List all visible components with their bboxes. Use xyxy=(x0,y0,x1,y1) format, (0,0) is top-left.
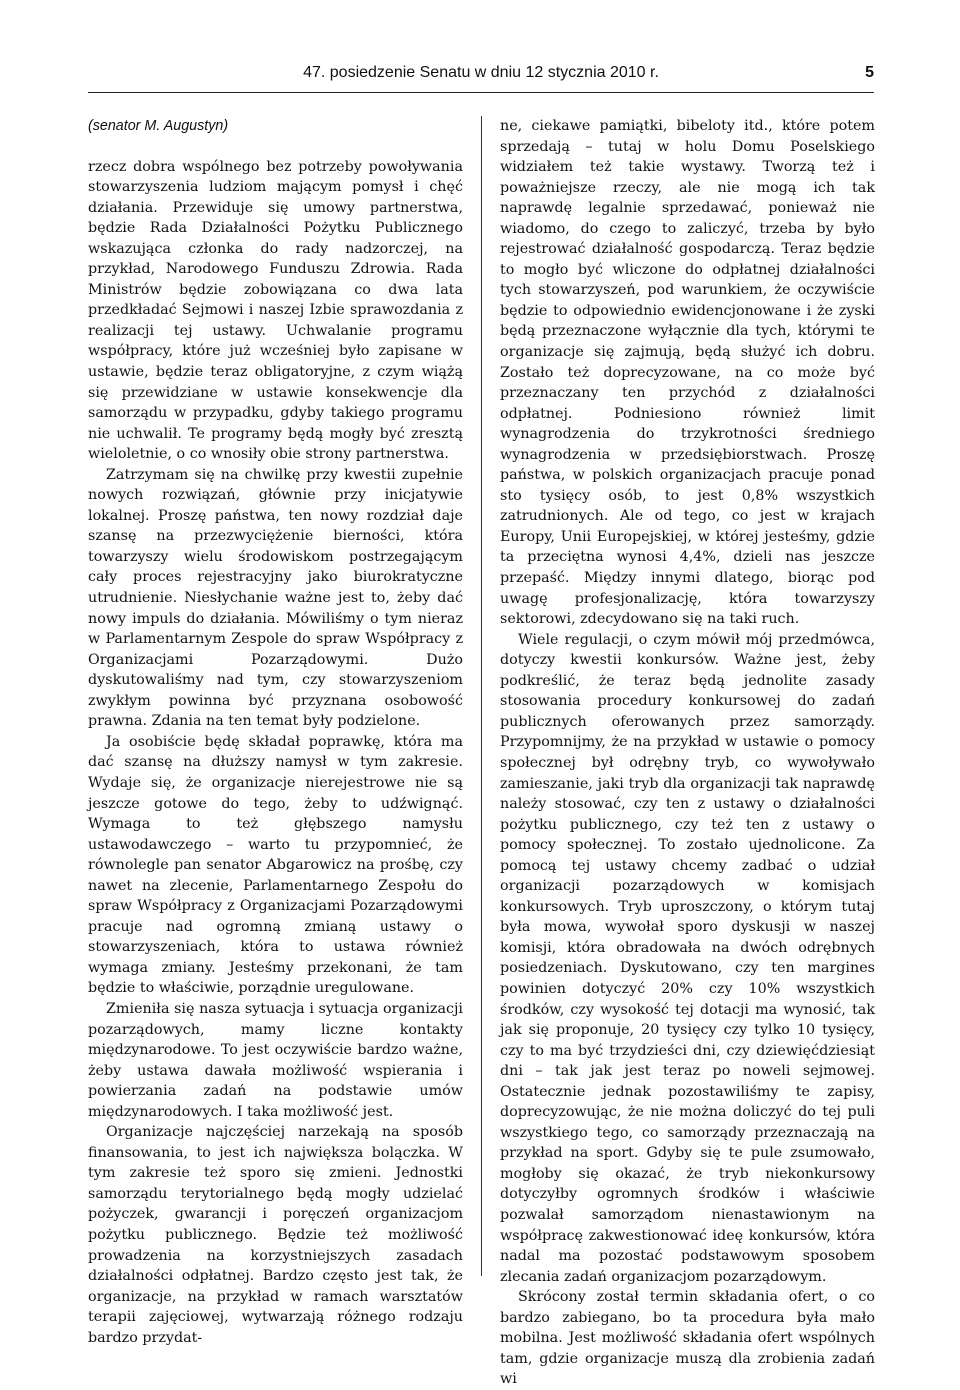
header-title: 47. posiedzenie Senatu w dniu 12 stycznia 2010 r. xyxy=(303,64,659,81)
column-divider xyxy=(481,116,482,1276)
right-column xyxy=(500,116,875,1388)
paragraph: Zatrzymam się na chwilkę przy kwestii zupełnie nowych rozwiązań, głównie przy inicjatywie lokalnej. Proszę państwa, ten nowy rozdział daje szansę na przezwyciężenie bierności, która towarzyszy wielu środowiskom postrzegającym cały proces rejestracyjny jako biurokratyczne utrudnienie. Niesłychanie ważne jest to, żeby dać nowy impuls do działania. Mówiliśmy o tym nieraz w Parlamentarnym Zespole do spraw Współpracy z Organizacjami Pozarządowymi. Dużo dyskutowaliśmy nad tym, czy stowarzyszeniom zwykłym powinna być przyznana osobowość prawna. Zdania na ten temat były podzielone. xyxy=(88,466,463,730)
paragraph: Skrócony został termin składania ofert, o co bardzo zabiegano, bo ta procedura była mało mobilna. Jest możliwość składania ofert wspólnych tam, gdzie organizacje muszą dla zrobienia zadań wi xyxy=(500,1289,875,1388)
speaker-label: (senator M. Augustyn) xyxy=(88,118,229,134)
page-number: 5 xyxy=(865,64,874,81)
page-header xyxy=(88,62,874,93)
paragraph: Organizacje najczęściej narzekają na sposób finansowania, to jest ich największa bolączka. W tym zakresie też sporo się zmieni. Jednostki samorządu terytorialnego będą mogły udzielać pożyczek, gwarancji i poręczeń organizacjom pożytku publicznego. Będzie też możliwość prowadzenia na korzystniejszych zasadach działalności odpłatnej. Bardzo często jest tak, że organizacje, na przykład w ramach warsztatów terapii zajęciowej, wytwarzają różnego rodzaju bardzo przydat- xyxy=(88,1124,463,1346)
paragraph: rzecz dobra wspólnego bez potrzeby powoływania stowarzyszenia ludziom mającym pomysł i chęć działania. Przewiduje się umowy partnerstwa, będzie Rada Działalności Pożytku Publicznego wskazująca członka do rady nadzorczej, na przykład, Narodowego Funduszu Zdrowia. Rada Ministrów będzie zobowiązana co dwa lata przedkładać Sejmowi i naszej Izbie sprawozdania z realizacji tej ustawy. Uchwalanie programu współpracy, które już wcześniej było zapisane w ustawie, będzie teraz obligatoryjne, z czym wiążą się przewidziane w ustawie konsekwencje dla samorządu w przypadku, gdyby takiego programu nie uchwalił. Te programy będą mogły być zresztą wieloletnie, o co wnosiły obie strony partnerstwa. xyxy=(88,158,463,463)
paragraph: Ja osobiście będę składał poprawkę, która ma dać szansę na dłuższy namysł w tym zakresie. Wydaje się, że organizacje nierejestrowe nie są jeszcze gotowe do tego, żeby to udźwignąć. Wymaga to też głębszego namysłu ustawodawczego – warto tu przypomnieć, że równolegle pan senator Abgarowicz na prośbę, czy nawet na zlecenie, Parlamentarnego Zespołu do spraw Współpracy z Organizacjami Pozarządowymi pracuje nad ogromną zmianą ustawy o stowarzyszeniach, która to ustawa również wymaga zmiany. Jesteśmy przekonani, że tam będzie to właściwie, porządnie uregulowane. xyxy=(88,733,463,997)
paragraph: Zmieniła się nasza sytuacja i sytuacja organizacji pozarządowych, mamy liczne kontakty międzynarodowe. To jest oczywiście bardzo ważne, żeby ustawa dawała możliwość wspierania i powierzania zadań na podstawie umów międzynarodowych. I taka możliwość jest. xyxy=(88,1000,463,1120)
left-column xyxy=(88,116,463,1346)
paragraph: ne, ciekawe pamiątki, bibeloty itd., które potem sprzedają – tutaj w holu Domu Poselskiego widziałem też takie wystawy. Tworzą też i poważniejsze rzeczy, ale nie mogą ich tak naprawdę legalnie sprzedawać, ponieważ nie wiadomo, do czego to zaliczyć, trzeba by było rejestrować działalność gospodarczą. Teraz będzie to mogło być wliczone do odpłatnej działalności tych stowarzyszeń, pod warunkiem, że oczywiście będzie to odpowiednio ewidencjonowane i że zyski będą przeznaczone wyłącznie dla tych, którymi te organizacje się zajmują, będą służyć ich dobru. Zostało też doprecyzowane, na co może być przeznaczany ten przychód z działalności odpłatnej. Podniesiono również limit wynagrodzenia do trzykrotności średniego wynagrodzenia w przedsiębiorstwach. Proszę państwa, w polskich organizacjach pracuje ponad sto tysięcy osób, to jest 0,8% wszystkich zatrudnionych. Ale od tego, co jest w krajach Europy, Unii Europejskiej, w której jesteśmy, gdzie ta przeciętna wynosi 4,4%, dzieli nas jeszcze przepaść. Między innymi dlatego, biorąc pod uwagę profesjonalizację, która towarzyszy sektorowi, zdecydowano się na taki ruch. xyxy=(500,118,875,628)
paragraph: Wiele regulacji, o czym mówił mój przedmówca, dotyczy kwestii konkursów. Ważne jest, żeby podkreślić, że teraz będą jednolite zasady stosowania procedury konkursowej do zadań publicznych oferowanych przez samorządy. Przypomnijmy, że na przykład w ustawie o pomocy społecznej był odrębny tryb, co wywoływało zamieszanie, jaki tryb dla organizacji tak naprawdę należy stosować, czy ten z ustawy o działalności pożytku publicznego, czy też ten z ustawy o pomocy społecznej. To zostało ujednolicone. Za pomocą tej ustawy chcemy zadbać o udział organizacji pozarządowych w komisjach konkursowych. Tryb uproszczony, o którym tutaj była mowa, wywołał sporo dyskusji w naszej komisji, która obradowała na dwóch odrębnych posiedzeniach. Dyskutowano, czy ten margines powinien dotyczyć 20% czy 10% wszystkich środków, czy wysokość tej dotacji ma wynosić, tak jak się proponuje, 20 tysięcy czy tylko 10 tysięcy, czy to ma być trzydzieści dni, czy dziewięćdziesiąt dni – tak jak jest teraz po noweli sejmowej. Ostatecznie jednak pozostawiliśmy te zapisy, doprecyzowując, że nie można doliczyć do tej puli wszystkiego tego, co samorządy przeznaczają na przykład na sport. Gdyby się te pule zsumowało, mogłoby się okazać, że tryb niekonkursowy dotyczyłby ogromnych środków i właściwie pozwalał samorządom nienastawionym na współpracę zakwestionować ideę konkursów, która nadal ma pozostać podstawowym sposobem zlecania zadań organizacjom pozarządowym. xyxy=(500,631,875,1285)
